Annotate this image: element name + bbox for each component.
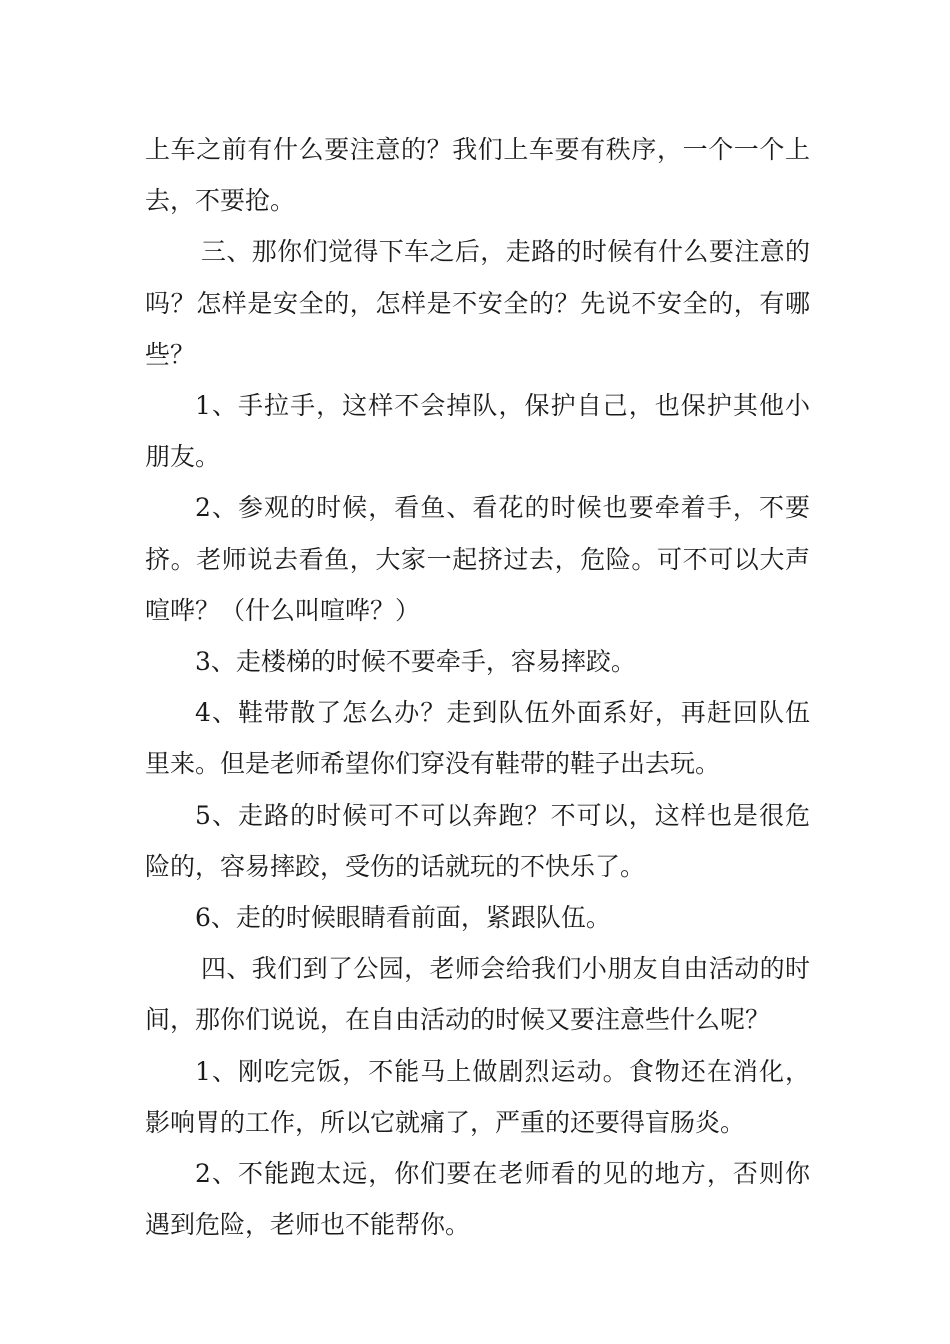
paragraph-item-shoelaces: 4、鞋带散了怎么办？走到队伍外面系好，再赶回队伍里来。但是老师希望你们穿没有鞋带的鞋子出去玩。 [145,698,810,779]
paragraph-boarding-order: 上车之前有什么要注意的？我们上车要有秩序，一个一个上去，不要抢。 [145,135,810,216]
paragraph-section-three: 三、那你们觉得下车之后，走路的时候有什么要注意的吗？怎样是安全的，怎样是不安全的？先说不安全的，有哪些？ [145,237,810,369]
document-body [145,124,810,1250]
paragraph-item-visiting: 2、参观的时候，看鱼、看花的时候也要牵着手，不要挤。老师说去看鱼，大家一起挤过去，危险。可不可以大声喧哗？（什么叫喧哗？） [145,493,810,625]
paragraph-item-follow-team: 6、走的时候眼睛看前面，紧跟队伍。 [195,903,611,933]
paragraph-section-four: 四、我们到了公园，老师会给我们小朋友自由活动的时间，那你们说说，在自由活动的时候又要注意些什么呢？ [145,954,810,1035]
paragraph-item-stay-near: 2、不能跑太远，你们要在老师看的见的地方，否则你遇到危险，老师也不能帮你。 [145,1159,810,1240]
paragraph-item-stairs: 3、走楼梯的时候不要牵手，容易摔跤。 [195,647,636,677]
paragraph-item-running: 5、走路的时候可不可以奔跑？不可以，这样也是很危险的，容易摔跤，受伤的话就玩的不快乐了。 [145,800,810,881]
paragraph-item-hold-hands: 1、手拉手，这样不会掉队，保护自己，也保护其他小朋友。 [145,391,810,472]
paragraph-item-after-meal: 1、刚吃完饭，不能马上做剧烈运动。食物还在消化，影响胃的工作，所以它就痛了，严重的还要得盲肠炎。 [145,1056,810,1137]
